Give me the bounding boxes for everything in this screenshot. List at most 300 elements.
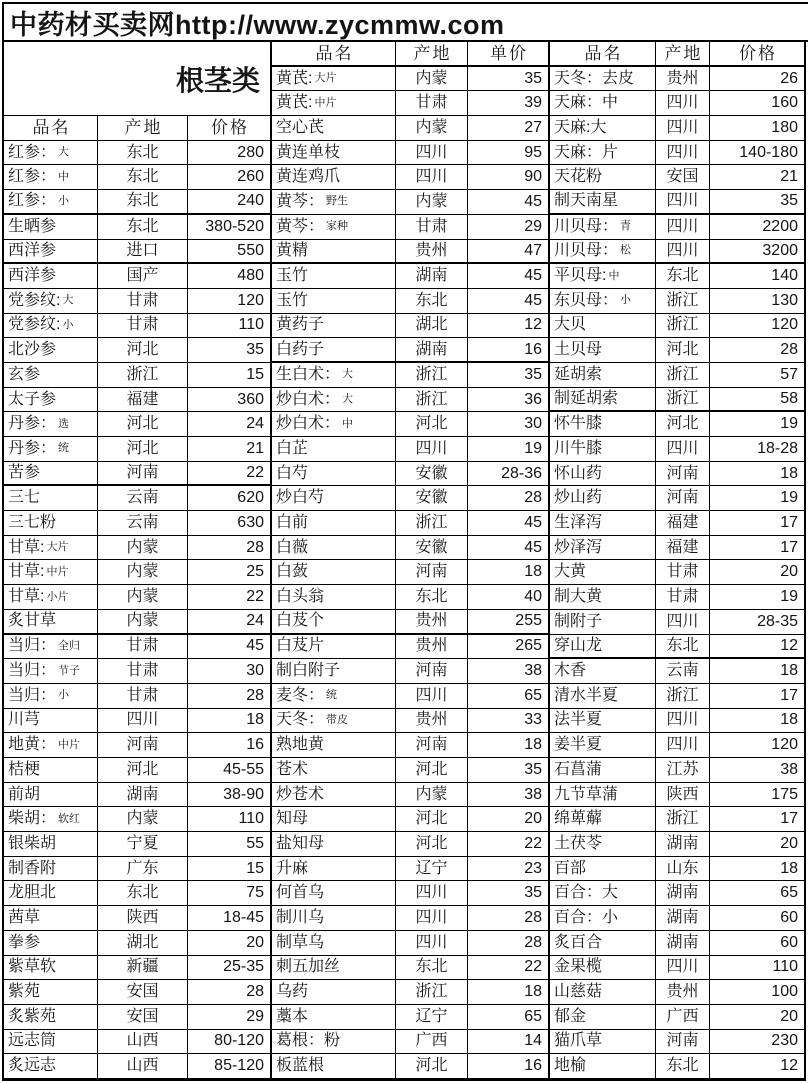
- product-name-cell: [550, 832, 656, 857]
- origin-cell: 内蒙: [98, 536, 188, 561]
- product-name-cell: [272, 462, 396, 487]
- price-cell: 30: [468, 412, 550, 437]
- price-cell: 18: [468, 560, 550, 585]
- origin-cell: 湖南: [396, 264, 468, 289]
- origin-cell: 浙江: [396, 980, 468, 1005]
- product-name-cell: [272, 190, 396, 215]
- product-name-text: 制天南星: [554, 192, 619, 210]
- product-name-cell: [272, 1054, 396, 1079]
- product-name-cell: [550, 264, 656, 289]
- product-name-cell: [550, 388, 656, 413]
- origin-cell: 四川: [98, 709, 188, 734]
- product-name-text: 土茯苓: [554, 834, 603, 852]
- origin-cell: 河南: [396, 560, 468, 585]
- product-spec-text: 软红: [58, 812, 81, 825]
- price-cell: 17: [710, 684, 804, 709]
- product-name-text: 红参：: [8, 192, 57, 210]
- origin-cell: 贵州: [396, 709, 468, 734]
- origin-cell: 新疆: [98, 956, 188, 981]
- product-name-cell: [550, 931, 656, 956]
- product-spec-text: 中片: [58, 738, 81, 751]
- price-cell: 550: [188, 240, 272, 265]
- product-name-text: 甘草:: [8, 588, 45, 606]
- product-name-text: 柴胡：: [8, 810, 57, 828]
- product-name-text: 清水半夏: [554, 686, 619, 704]
- price-cell: 230: [710, 1030, 804, 1055]
- product-name-cell: [550, 116, 656, 141]
- product-spec-text: 节子: [58, 664, 81, 677]
- product-name-text: 姜半夏: [554, 736, 603, 754]
- product-name-cell: [272, 141, 396, 166]
- origin-cell: 贵州: [656, 980, 710, 1005]
- origin-cell: 河北: [396, 1054, 468, 1079]
- product-name-text: 银柴胡: [8, 834, 57, 852]
- product-spec-text: 小: [620, 294, 632, 307]
- product-name-cell: [550, 511, 656, 536]
- product-spec-text: 选: [58, 417, 70, 430]
- product-name-cell: [550, 338, 656, 363]
- product-name-text: 绵萆薢: [554, 810, 603, 828]
- product-name-text: 紫草软: [8, 958, 57, 976]
- origin-cell: 河南: [98, 733, 188, 758]
- origin-cell: 四川: [656, 733, 710, 758]
- price-cell: 25-35: [188, 956, 272, 981]
- origin-cell: 湖南: [396, 338, 468, 363]
- origin-cell: 浙江: [396, 511, 468, 536]
- product-name-cell: [550, 733, 656, 758]
- price-cell: 630: [188, 511, 272, 536]
- product-spec-text: 小: [58, 689, 70, 702]
- price-cell: 14: [468, 1030, 550, 1055]
- product-name-text: 百合：小: [554, 909, 619, 926]
- price-cell: 75: [188, 881, 272, 906]
- product-name-cell: [550, 141, 656, 166]
- product-name-cell: [272, 832, 396, 857]
- price-cell: 21: [188, 437, 272, 462]
- price-cell: 140-180: [710, 141, 804, 166]
- origin-cell: 内蒙: [396, 116, 468, 141]
- price-cell: 120: [710, 314, 804, 339]
- price-cell: 160: [710, 91, 804, 116]
- product-name-cell: [272, 338, 396, 363]
- product-name-cell: [550, 486, 656, 511]
- price-cell: 45: [188, 635, 272, 660]
- product-spec-text: 大片: [314, 72, 337, 85]
- origin-cell: 浙江: [396, 363, 468, 388]
- column-header-origin: 产地: [656, 42, 710, 67]
- product-name-text: 玉竹: [276, 291, 309, 309]
- origin-cell: 陕西: [98, 906, 188, 931]
- product-name-cell: [550, 610, 656, 635]
- price-cell: 12: [468, 314, 550, 339]
- product-name-cell: [4, 585, 98, 610]
- origin-cell: 福建: [98, 388, 188, 413]
- price-cell: 45: [468, 511, 550, 536]
- price-cell: 140: [710, 264, 804, 289]
- product-name-text: 茜草: [8, 909, 41, 926]
- product-name-cell: [550, 585, 656, 610]
- origin-cell: 四川: [656, 91, 710, 116]
- product-name-cell: [272, 635, 396, 660]
- price-cell: 20: [710, 560, 804, 585]
- product-spec-text: 家种: [326, 220, 349, 233]
- price-cell: 40: [468, 585, 550, 610]
- product-name-text: 制大黄: [554, 588, 603, 606]
- origin-cell: 河南: [396, 659, 468, 684]
- column-header-origin: 产地: [396, 42, 468, 67]
- product-name-cell: [4, 733, 98, 758]
- column-header-name: 品名: [4, 116, 98, 141]
- product-name-text: 法半夏: [554, 711, 603, 729]
- price-cell: 18: [468, 733, 550, 758]
- origin-cell: 河北: [98, 338, 188, 363]
- product-spec-text: 青: [620, 220, 632, 233]
- product-name-cell: [4, 659, 98, 684]
- price-cell: 28: [188, 684, 272, 709]
- product-name-cell: [550, 462, 656, 487]
- origin-cell: 河南: [396, 733, 468, 758]
- product-name-cell: [4, 190, 98, 215]
- origin-cell: 内蒙: [98, 560, 188, 585]
- origin-cell: 四川: [656, 215, 710, 240]
- product-name-cell: [550, 536, 656, 561]
- price-cell: 26: [710, 67, 804, 92]
- product-name-cell: [550, 857, 656, 882]
- product-spec-text: 中片: [314, 96, 337, 109]
- product-name-text: 红参：: [8, 168, 57, 186]
- price-cell: 28-35: [710, 610, 804, 635]
- product-name-text: 天麻：中: [554, 94, 619, 112]
- product-name-text: 白薇: [276, 538, 309, 556]
- product-name-cell: [4, 338, 98, 363]
- product-name-cell: [4, 783, 98, 808]
- product-spec-text: 中片: [46, 565, 69, 578]
- product-name-cell: [272, 610, 396, 635]
- price-cell: 17: [710, 511, 804, 536]
- origin-cell: 浙江: [98, 363, 188, 388]
- product-name-cell: [4, 314, 98, 339]
- product-name-text: 远志筒: [8, 1032, 57, 1050]
- product-name-cell: [272, 585, 396, 610]
- site-banner: [2, 2, 808, 42]
- product-name-text: 川贝母：: [554, 217, 619, 235]
- product-name-text: 地榆: [554, 1057, 587, 1075]
- product-name-cell: [550, 684, 656, 709]
- product-name-cell: [272, 215, 396, 240]
- product-name-cell: [272, 536, 396, 561]
- product-spec-text: 统: [326, 689, 338, 702]
- product-name-text: 白蔹: [276, 563, 309, 581]
- origin-cell: 云南: [98, 486, 188, 511]
- product-name-cell: [4, 412, 98, 437]
- product-name-text: 三七粉: [8, 513, 57, 531]
- product-name-text: 郁金: [554, 1007, 587, 1025]
- origin-cell: 甘肃: [98, 314, 188, 339]
- price-cell: 16: [468, 1054, 550, 1079]
- origin-cell: 四川: [396, 437, 468, 462]
- origin-cell: 四川: [656, 116, 710, 141]
- product-name-cell: [272, 758, 396, 783]
- price-cell: 110: [710, 956, 804, 981]
- product-name-text: 丹参：: [8, 439, 57, 457]
- product-name-cell: [272, 363, 396, 388]
- origin-cell: 贵州: [396, 635, 468, 660]
- origin-cell: 进口: [98, 240, 188, 265]
- origin-cell: 浙江: [656, 388, 710, 413]
- price-cell: 18: [188, 709, 272, 734]
- price-cell: 20: [710, 832, 804, 857]
- origin-cell: 内蒙: [396, 190, 468, 215]
- product-name-text: 党参纹:: [8, 316, 61, 334]
- origin-cell: 浙江: [656, 289, 710, 314]
- product-name-text: 葛根：粉: [276, 1032, 341, 1050]
- origin-cell: 宁夏: [98, 832, 188, 857]
- origin-cell: 四川: [656, 956, 710, 981]
- product-name-cell: [4, 388, 98, 413]
- product-name-text: 盐知母: [276, 834, 325, 852]
- origin-cell: 四川: [656, 610, 710, 635]
- product-name-text: 玄参: [8, 365, 41, 383]
- product-name-cell: [272, 783, 396, 808]
- product-name-cell: [272, 684, 396, 709]
- product-name-cell: [550, 1005, 656, 1030]
- origin-cell: 甘肃: [98, 684, 188, 709]
- price-table: [2, 42, 806, 1081]
- origin-cell: 东北: [656, 1054, 710, 1079]
- origin-cell: 四川: [656, 240, 710, 265]
- price-cell: 22: [468, 832, 550, 857]
- product-spec-text: 带皮: [326, 713, 349, 726]
- price-cell: 28: [468, 906, 550, 931]
- column-header-price: 单价: [468, 42, 550, 67]
- origin-cell: 山西: [98, 1030, 188, 1055]
- price-cell: 45-55: [188, 758, 272, 783]
- category-title: 根茎类: [4, 42, 272, 116]
- price-cell: 18: [710, 659, 804, 684]
- product-name-cell: [550, 635, 656, 660]
- product-name-text: 炒山药: [554, 489, 603, 507]
- price-cell: 21: [710, 165, 804, 190]
- price-cell: 85-120: [188, 1054, 272, 1079]
- origin-cell: 河北: [98, 437, 188, 462]
- product-name-text: 麦冬：: [276, 686, 325, 704]
- product-name-cell: [4, 881, 98, 906]
- product-name-cell: [550, 289, 656, 314]
- product-name-cell: [4, 1054, 98, 1079]
- price-cell: 17: [710, 807, 804, 832]
- product-name-cell: [272, 980, 396, 1005]
- price-cell: 29: [188, 1005, 272, 1030]
- product-name-text: 地黄：: [8, 736, 57, 754]
- origin-cell: 内蒙: [98, 585, 188, 610]
- price-cell: 35: [468, 363, 550, 388]
- product-name-text: 白芨个: [276, 612, 325, 630]
- price-cell: 260: [188, 165, 272, 190]
- product-spec-text: 野生: [326, 195, 349, 208]
- product-name-text: 白芨片: [276, 637, 325, 655]
- product-name-text: 川牛膝: [554, 439, 603, 457]
- product-name-text: 石菖蒲: [554, 760, 603, 778]
- product-name-text: 天麻:大: [554, 118, 607, 136]
- product-name-cell: [272, 289, 396, 314]
- product-name-cell: [272, 388, 396, 413]
- product-name-cell: [4, 511, 98, 536]
- price-cell: 65: [710, 881, 804, 906]
- product-name-text: 西洋参: [8, 267, 57, 285]
- product-name-cell: [272, 857, 396, 882]
- product-name-text: 知母: [276, 810, 309, 828]
- origin-cell: 河北: [396, 832, 468, 857]
- product-name-cell: [272, 264, 396, 289]
- product-name-cell: [550, 1030, 656, 1055]
- origin-cell: 东北: [98, 165, 188, 190]
- site-title: 中药材买卖网http://www.zycmmw.com: [10, 9, 505, 40]
- origin-cell: 辽宁: [396, 857, 468, 882]
- price-cell: 80-120: [188, 1030, 272, 1055]
- product-spec-text: 松: [620, 244, 632, 257]
- price-cell: 15: [188, 857, 272, 882]
- product-name-cell: [272, 931, 396, 956]
- price-cell: 36: [468, 388, 550, 413]
- product-name-cell: [272, 956, 396, 981]
- origin-cell: 贵州: [656, 67, 710, 92]
- product-name-cell: [550, 881, 656, 906]
- price-cell: 35: [188, 338, 272, 363]
- product-name-cell: [272, 560, 396, 585]
- price-cell: 110: [188, 314, 272, 339]
- origin-cell: 甘肃: [98, 635, 188, 660]
- price-cell: 45: [468, 289, 550, 314]
- origin-cell: 东北: [396, 289, 468, 314]
- product-name-text: 甘草:: [8, 538, 45, 556]
- product-name-text: 桔梗: [8, 760, 41, 778]
- column-header-origin: 产地: [98, 116, 188, 141]
- price-cell: 57: [710, 363, 804, 388]
- price-cell: 120: [710, 733, 804, 758]
- product-name-cell: [272, 511, 396, 536]
- product-name-cell: [272, 240, 396, 265]
- product-name-text: 当归：: [8, 662, 57, 680]
- origin-cell: 河北: [396, 758, 468, 783]
- origin-cell: 湖南: [656, 832, 710, 857]
- price-cell: 19: [710, 585, 804, 610]
- origin-cell: 甘肃: [396, 91, 468, 116]
- product-name-text: 制川乌: [276, 909, 325, 926]
- product-name-text: 熟地黄: [276, 736, 325, 754]
- product-name-cell: [550, 67, 656, 92]
- product-name-text: 三七: [8, 489, 41, 507]
- product-name-text: 黄芩：: [276, 192, 325, 210]
- price-cell: 18-28: [710, 437, 804, 462]
- price-cell: 18: [710, 462, 804, 487]
- product-name-cell: [4, 289, 98, 314]
- price-cell: 19: [468, 437, 550, 462]
- product-name-text: 黄精: [276, 241, 309, 259]
- product-spec-text: 小片: [46, 590, 69, 603]
- product-name-text: 炒白术：: [276, 390, 341, 408]
- product-name-cell: [4, 165, 98, 190]
- product-name-text: 空心芪: [276, 118, 325, 136]
- product-name-text: 猫爪草: [554, 1032, 603, 1050]
- price-cell: 35: [468, 758, 550, 783]
- origin-cell: 甘肃: [98, 289, 188, 314]
- product-name-cell: [550, 758, 656, 783]
- origin-cell: 东北: [396, 956, 468, 981]
- price-cell: 47: [468, 240, 550, 265]
- origin-cell: 内蒙: [396, 67, 468, 92]
- origin-cell: 贵州: [396, 240, 468, 265]
- product-name-text: 黄连单枝: [276, 143, 341, 161]
- product-name-text: 制草乌: [276, 933, 325, 951]
- product-name-cell: [272, 116, 396, 141]
- product-name-text: 平贝母:: [554, 267, 607, 285]
- origin-cell: 福建: [656, 511, 710, 536]
- origin-cell: 贵州: [396, 610, 468, 635]
- product-name-text: 穿山龙: [554, 636, 603, 654]
- price-cell: 16: [188, 733, 272, 758]
- price-cell: 60: [710, 931, 804, 956]
- product-name-text: 太子参: [8, 390, 57, 408]
- product-name-cell: [4, 684, 98, 709]
- product-spec-text: 统: [58, 442, 70, 455]
- origin-cell: 河北: [98, 412, 188, 437]
- product-name-text: 拳参: [8, 933, 41, 951]
- origin-cell: 福建: [656, 536, 710, 561]
- product-name-text: 川芎: [8, 711, 41, 729]
- origin-cell: 浙江: [656, 314, 710, 339]
- product-spec-text: 大: [62, 294, 74, 307]
- product-name-text: 白头翁: [276, 588, 325, 606]
- product-name-text: 前胡: [8, 785, 41, 803]
- origin-cell: 云南: [98, 511, 188, 536]
- product-name-cell: [4, 560, 98, 585]
- origin-cell: 浙江: [656, 684, 710, 709]
- origin-cell: 内蒙: [396, 783, 468, 808]
- product-name-text: 黄芪:: [276, 69, 313, 87]
- product-name-text: 百部: [554, 859, 587, 877]
- product-name-text: 当归：: [8, 686, 57, 704]
- product-name-cell: [4, 857, 98, 882]
- origin-cell: 河北: [656, 412, 710, 437]
- product-name-text: 金果榄: [554, 958, 603, 976]
- product-name-text: 木香: [554, 662, 587, 680]
- price-cell: 130: [710, 289, 804, 314]
- product-name-cell: [272, 67, 396, 92]
- product-spec-text: 小: [62, 318, 74, 331]
- product-name-text: 黄芩：: [276, 217, 325, 235]
- origin-cell: 四川: [396, 931, 468, 956]
- product-name-text: 党参纹:: [8, 291, 61, 309]
- product-name-text: 炒白术：: [276, 415, 341, 433]
- product-name-text: 百合：大: [554, 884, 619, 902]
- product-name-cell: [4, 807, 98, 832]
- price-cell: 27: [468, 116, 550, 141]
- price-cell: 2200: [710, 215, 804, 240]
- price-cell: 480: [188, 264, 272, 289]
- column-header-name: 品名: [550, 42, 656, 67]
- product-name-cell: [4, 709, 98, 734]
- price-cell: 28: [468, 931, 550, 956]
- origin-cell: 安徽: [396, 462, 468, 487]
- product-name-cell: [550, 659, 656, 684]
- origin-cell: 湖北: [396, 314, 468, 339]
- price-cell: 30: [188, 659, 272, 684]
- price-cell: 20: [710, 1005, 804, 1030]
- product-name-cell: [4, 264, 98, 289]
- origin-cell: 东北: [656, 264, 710, 289]
- product-name-cell: [550, 190, 656, 215]
- product-name-cell: [4, 1030, 98, 1055]
